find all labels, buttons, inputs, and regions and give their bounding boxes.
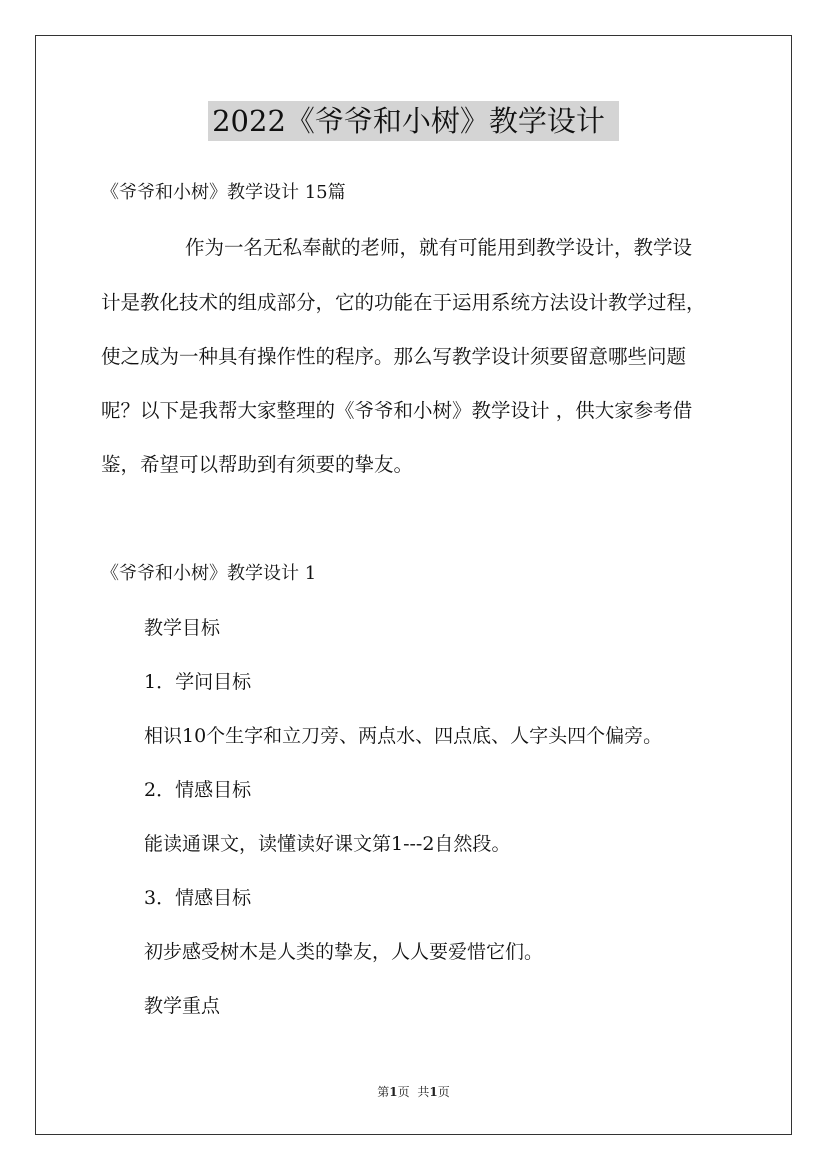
intro-line-5: 鉴，希望可以帮助到有须要的挚友。 (101, 453, 414, 476)
goal-2-heading: 2．情感目标 (144, 779, 252, 801)
heading-teaching-focus: 教学重点 (144, 995, 221, 1017)
section-title: 《爷爷和小树》教学设计 1 (101, 563, 317, 584)
intro-line-1: 作为一名无私奉献的老师，就有可能用到教学设计，教学设 (185, 236, 693, 259)
heading-teaching-goals: 教学目标 (144, 617, 221, 639)
intro-line-2: 计是教化技术的组成部分，它的功能在于运用系统方法设计教学过程， (101, 291, 706, 314)
intro-line-4: 呢？以下是我帮大家整理的《爷爷和小树》教学设计 ，供大家参考借 (101, 399, 693, 422)
goal-1-text: 相识10个生字和立刀旁、两点水、四点底、人字头四个偏旁。 (144, 725, 663, 747)
footer-page-suffix: 页 (397, 1085, 410, 1099)
title-container (0, 101, 827, 141)
footer-page-prefix: 第 (377, 1085, 390, 1099)
intro-line-3: 使之成为一种具有操作性的程序。那么写教学设计须要留意哪些问题 (101, 345, 687, 368)
page-footer (0, 1084, 827, 1100)
goal-2-text: 能读通课文，读懂读好课文第1---2自然段。 (144, 833, 511, 855)
footer-page-total: 1 (429, 1085, 438, 1099)
footer-total-suffix: 页 (437, 1085, 450, 1099)
document-title: 2022《爷爷和小树》教学设计 (208, 101, 619, 141)
footer-page-current: 1 (389, 1085, 398, 1099)
goal-1-heading: 1．学问目标 (144, 671, 252, 693)
goal-3-heading: 3．情感目标 (144, 887, 252, 909)
footer-total-prefix: 共 (417, 1085, 430, 1099)
goal-3-text: 初步感受树木是人类的挚友，人人要爱惜它们。 (144, 941, 544, 963)
document-subtitle: 《爷爷和小树》教学设计 15篇 (101, 182, 346, 203)
